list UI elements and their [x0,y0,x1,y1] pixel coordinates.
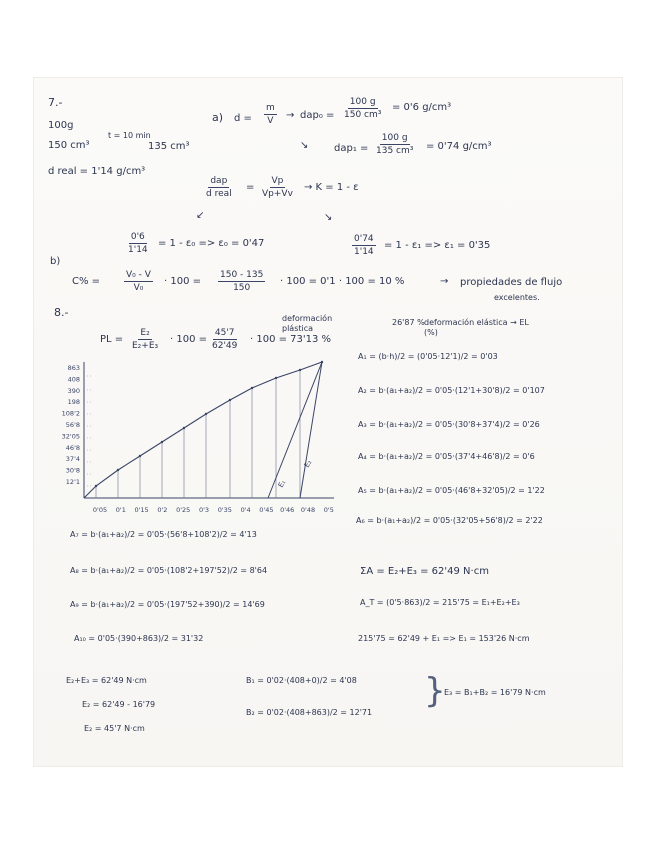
x-tick-label: 0'5 [323,506,334,514]
x-tick-label: 0'15 [134,506,149,514]
pl-mid: · 100 = [170,334,208,345]
curve-point [251,387,253,389]
volume-final: 135 cm³ [148,141,190,152]
ratio-num: dap [210,176,228,186]
area-a8: A₈ = b·(a₁+a₂)/2 = 0'05·(108'2+197'52)/2 = 8'64 [70,566,268,575]
curve-point [139,455,141,457]
mass-value: 100g [48,120,74,131]
x-tick-label: 0'1 [115,506,126,514]
y-tick-label: 198 [67,398,80,407]
e0-num: 0'6 [130,232,145,242]
x-tick-label: 0'25 [176,506,191,514]
y-tick-label: 30'8 [65,466,80,475]
e3-value: E₃ = B₁+B₂ = 16'79 N·cm [444,688,546,697]
part-a-label: a) [212,111,224,124]
area-a1: A₁ = (b·h)/2 = (0'05·12'1)/2 = 0'03 [358,352,498,361]
dap1-label: dap₁ = [334,143,369,154]
k-equation: → K = 1 - ε [304,182,359,193]
compress-num-1: V₀ - V [126,270,151,280]
e2-value: E₂ = 45'7 N·cm [84,724,145,733]
y-tick-label: 56'8 [65,421,80,429]
area-a9: A₉ = b·(a₁+a₂)/2 = 0'05·(197'52+390)/2 = 14'69 [70,600,265,609]
vp-num: Vp [271,176,284,186]
vp-den: Vp+Vv [262,189,293,199]
dap1-den: 135 cm³ [376,146,414,156]
e1-den: 1'14 [354,247,374,257]
curve-point [183,427,185,429]
curve-point [95,485,97,487]
brace: } [424,671,446,711]
note-elastic-pct: 26'87 % [392,318,425,327]
problem-7-number: 7.- [48,96,63,109]
dap1-value: = 0'74 g/cm³ [426,141,492,152]
time-label: t = 10 min [108,131,151,140]
arrow-3: ↙ [196,210,205,221]
area-a3: A₃ = b·(a₁+a₂)/2 = 0'05·(30'8+37'4)/2 = 0'26 [358,420,540,429]
y-tick-label: 12'1 [65,478,80,486]
y-tick-label: 37'4 [65,455,80,464]
area-a2: A₂ = b·(a₁+a₂)/2 = 0'05·(12'1+30'8)/2 = 0'107 [358,386,545,395]
curve-point [299,369,301,371]
x-tick-label: 0'45 [259,506,274,514]
graph-axes [84,362,334,498]
compress-result: · 100 = 0'1 · 100 = 10 % [280,276,405,287]
curve-point [117,469,119,471]
arrow-4: ↘ [324,212,333,223]
compress-label: C% = [72,276,101,287]
arrow-5: → [440,276,449,287]
y-tick-label: 390 [67,386,80,395]
x-tick-labels [93,506,334,514]
compress-den-1: V₀ [133,283,144,293]
graph-gridlines [84,370,300,498]
region-label: E₁ [276,478,288,489]
unloading-line-2 [300,362,322,498]
area-a4: A₄ = b·(a₁+a₂)/2 = 0'05·(37'4+46'8)/2 = 0'6 [358,452,535,461]
area-a5: A₅ = b·(a₁+a₂)/2 = 0'05·(46'8+32'05)/2 = 1'22 [358,486,545,495]
area-a7: A₇ = b·(a₁+a₂)/2 = 0'05·(56'8+108'2)/2 = 4'13 [70,530,257,539]
x-tick-label: 0'4 [240,506,251,514]
note-plastic: deformación plástica [282,314,333,333]
curve-point [275,377,277,379]
y-tick-label: 108'2 [61,409,80,418]
e2-step: E₂ = 62'49 - 16'79 [82,700,156,709]
note-elastic: deformación elástica → EL (%) [424,318,529,337]
dap0-den: 150 cm³ [344,110,382,120]
total-area: A_T = (0'5·863)/2 = 215'75 = E₁+E₂+E₃ [360,598,520,607]
density-formula-num: m [266,103,275,113]
pl-label: PL = [100,334,124,345]
graph-curve [84,361,323,498]
compress-mid: · 100 = [164,276,202,287]
x-tick-label: 0'2 [157,506,168,514]
x-tick-label: 0'3 [198,506,210,514]
e0-equation: = 1 - ε₀ => ε₀ = 0'47 [158,238,265,249]
arrow-2: ↘ [300,140,309,151]
volume-initial: 150 cm³ [48,140,90,151]
sum-areas: ΣA = E₂+E₃ = 62'49 N·cm [360,566,489,577]
compress-den-2: 150 [233,283,251,293]
e1-calculation: 215'75 = 62'49 + E₁ => E₁ = 153'26 N·cm [358,634,530,643]
x-tick-label: 0'35 [217,506,232,514]
dap0-label: dap₀ = [300,110,335,121]
y-tick-label: 46'8 [65,443,80,452]
compress-num-2: 150 - 135 [220,270,264,280]
pl-num-1: E₂ [140,328,150,338]
y-tick-label: 32'05 [61,432,80,441]
part-b-label: b) [50,256,61,267]
problem-8-number: 8.- [54,306,69,319]
ratio-den: d real [206,189,232,199]
e0-den: 1'14 [128,245,148,255]
pl-den-1: E₂+E₃ [132,341,159,351]
pl-num-2: 45'7 [214,328,235,338]
density-formula-label: d = [234,113,252,124]
x-tick-label: 0'48 [300,506,316,514]
e2e3-value: E₂+E₃ = 62'49 N·cm [66,676,147,685]
e1-num: 0'74 [354,234,374,244]
ratio-eq: = [246,182,255,193]
curve-point [229,399,231,401]
flow-conclusion-2: excelentes. [494,293,540,302]
loading-curve [84,362,322,498]
b2-calculation: B₂ = 0'02·(408+863)/2 = 12'71 [246,708,373,717]
flow-conclusion: propiedades de flujo [460,277,563,288]
area-a6: A₆ = b·(a₁+a₂)/2 = 0'05·(32'05+56'8)/2 = 2'22 [356,516,543,525]
dap0-value: = 0'6 g/cm³ [392,102,452,113]
pl-den-2: 62'49 [212,341,238,351]
x-tick-label: 0'46 [280,506,295,514]
area-a10: A₁₀ = 0'05·(390+863)/2 = 31'32 [74,634,204,643]
dap0-num: 100 g [349,97,376,107]
pl-result: · 100 = 73'13 % [250,334,332,345]
y-tick-label: 408 [67,375,80,384]
region-label: E₂ [302,458,314,469]
density-formula-den: V [267,116,274,126]
e1-equation: = 1 - ε₁ => ε₁ = 0'35 [384,240,491,251]
b1-calculation: B₁ = 0'02·(408+0)/2 = 4'08 [246,676,357,685]
y-tick-labels [62,364,80,486]
dap1-num: 100 g [381,133,408,143]
real-density: d real = 1'14 g/cm³ [48,166,146,177]
y-tick-label: 863 [67,364,80,372]
x-tick-label: 0'05 [92,506,108,514]
curve-point [205,413,207,415]
arrow-1: → [286,110,295,121]
curve-point [161,441,163,443]
